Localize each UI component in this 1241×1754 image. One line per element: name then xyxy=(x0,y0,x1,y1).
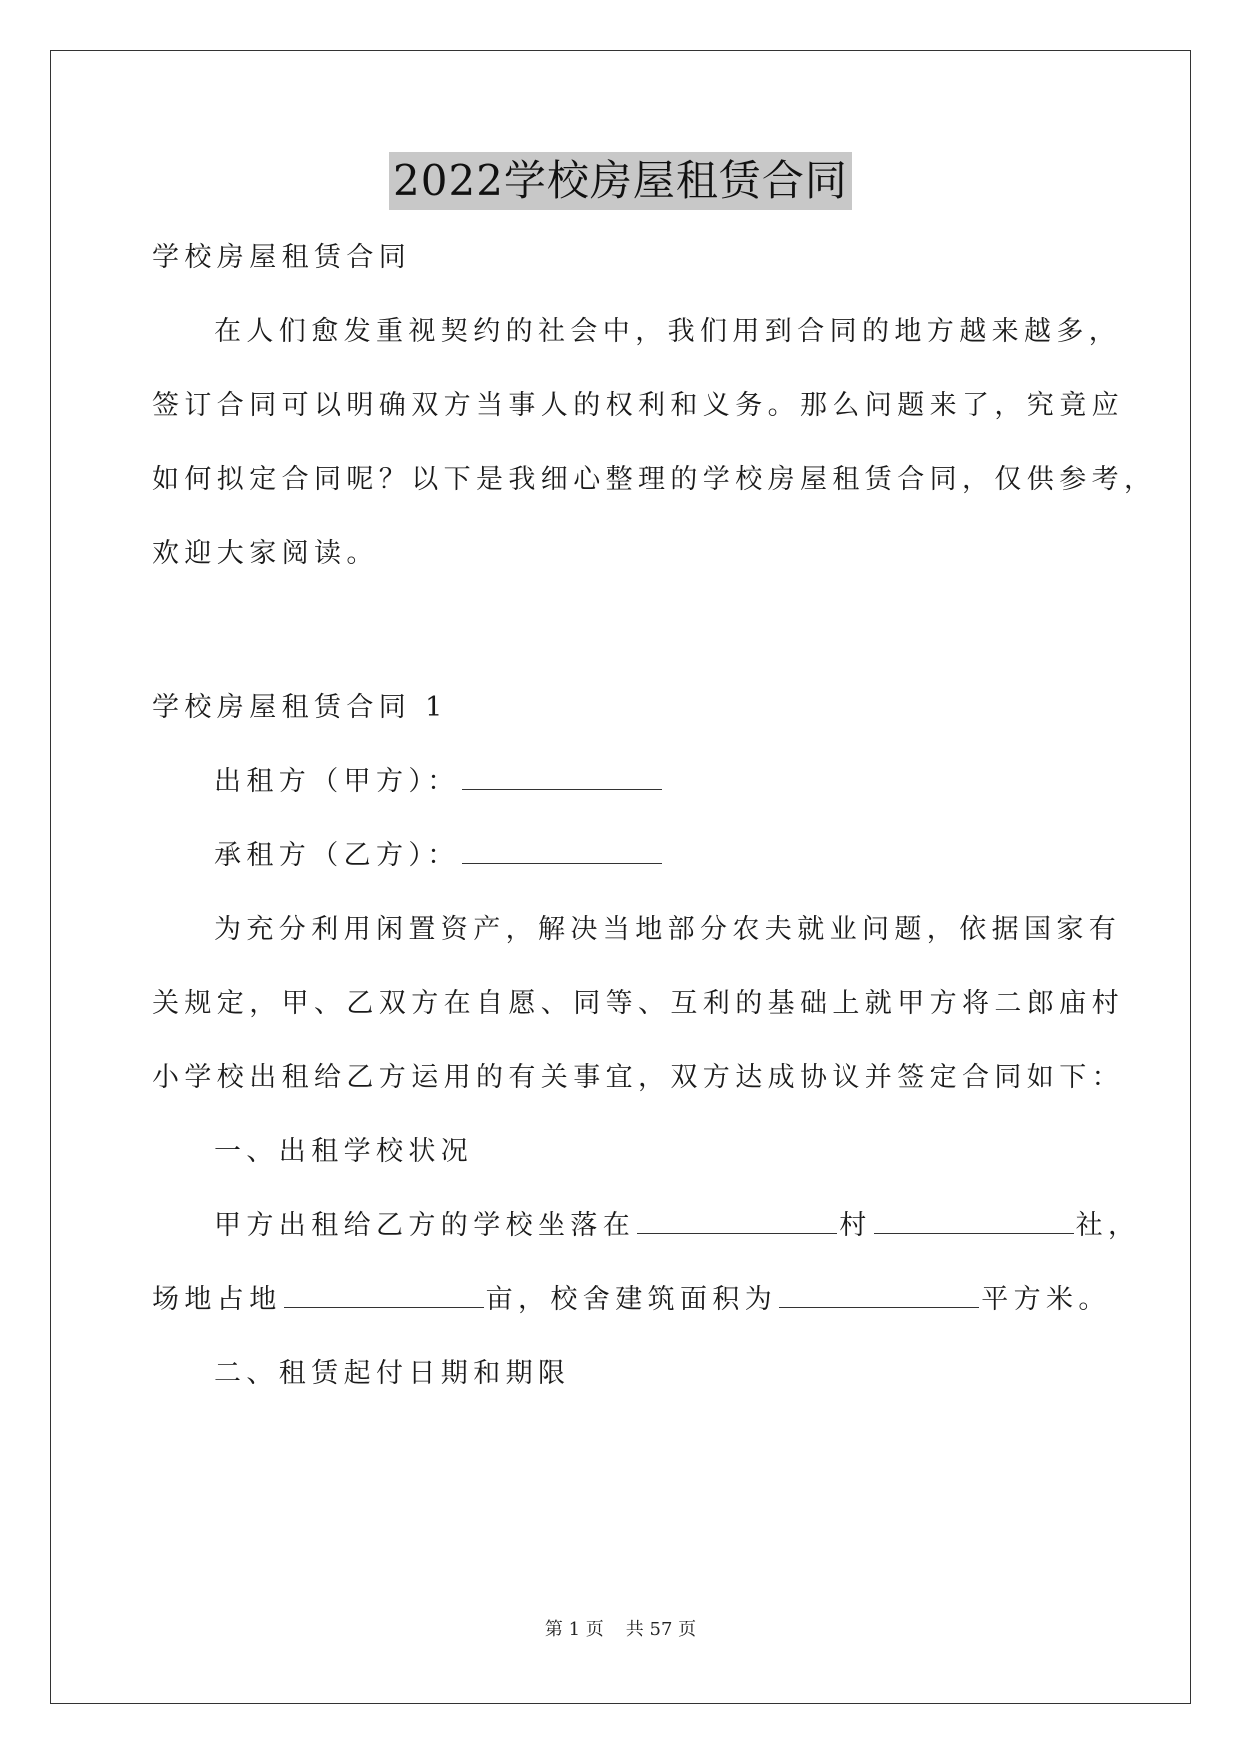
body-line-1: 为充分利用闲置资产，解决当地部分农夫就业问题，依据国家有 xyxy=(214,914,1122,945)
location-text-a: 甲方出租给乙方的学校坐落在 xyxy=(214,1210,636,1241)
lessor-blank xyxy=(462,788,662,790)
lessee-line xyxy=(214,838,664,874)
lessor-label: 出租方（甲方）： xyxy=(214,766,460,797)
contract-heading: 学校房屋租赁合同 1 xyxy=(152,692,448,723)
section-2-heading: 二、租赁起付日期和期限 xyxy=(214,1358,571,1389)
location-line xyxy=(214,1208,1140,1244)
area-text-c: 平方米。 xyxy=(981,1284,1111,1315)
subtitle: 学校房屋租赁合同 xyxy=(152,242,412,273)
page-total: 共 57 页 xyxy=(625,1619,697,1640)
document-title: 2022学校房屋租赁合同 xyxy=(389,152,852,210)
area-text-b: 亩，校舍建筑面积为 xyxy=(485,1284,778,1315)
location-blank-1 xyxy=(637,1232,837,1234)
lessee-blank xyxy=(462,862,662,864)
area-line xyxy=(152,1282,1111,1318)
title-container xyxy=(0,152,1241,210)
body-line-2: 关规定，甲、乙双方在自愿、同等、互利的基础上就甲方将二郎庙村 xyxy=(152,988,1124,1019)
page-border xyxy=(50,50,1191,1704)
intro-line-1: 在人们愈发重视契约的社会中，我们用到合同的地方越来越多， xyxy=(214,316,1122,347)
area-blank-2 xyxy=(779,1306,979,1308)
location-text-c: 社， xyxy=(1075,1210,1141,1241)
page-number: 第 1 页 xyxy=(544,1619,604,1640)
location-blank-2 xyxy=(874,1232,1074,1234)
page-footer xyxy=(0,1618,1241,1642)
intro-line-2: 签订合同可以明确双方当事人的权利和义务。那么问题来了，究竟应 xyxy=(152,390,1124,421)
intro-line-4: 欢迎大家阅读。 xyxy=(152,538,379,569)
location-text-b: 村 xyxy=(839,1210,872,1241)
section-1-heading: 一、出租学校状况 xyxy=(214,1136,474,1167)
lessee-label: 承租方（乙方）： xyxy=(214,840,460,871)
area-blank-1 xyxy=(284,1306,484,1308)
lessor-line xyxy=(214,764,664,800)
area-text-a: 场地占地 xyxy=(152,1284,282,1315)
intro-line-3: 如何拟定合同呢？以下是我细心整理的学校房屋租赁合同，仅供参考， xyxy=(152,464,1157,495)
body-line-3: 小学校出租给乙方运用的有关事宜，双方达成协议并签定合同如下： xyxy=(152,1062,1124,1093)
